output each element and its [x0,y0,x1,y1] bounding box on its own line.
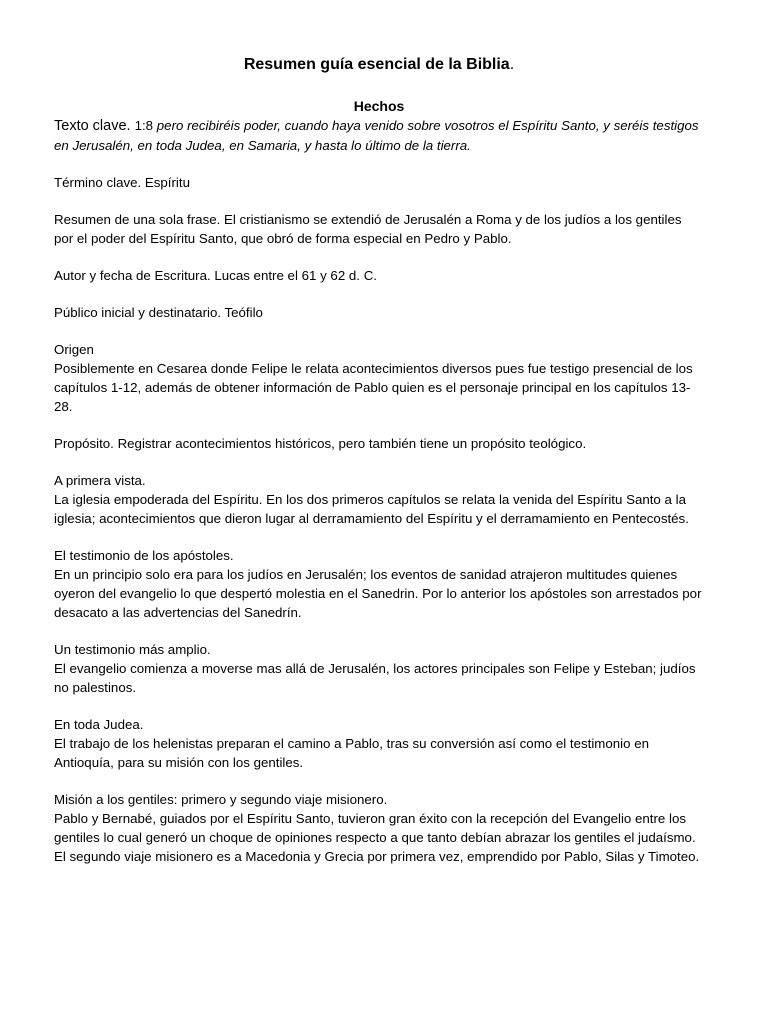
apostles-testimony-heading: El testimonio de los apóstoles. [54,548,234,563]
key-text-reference: 1:8 [134,118,157,133]
origin-section [54,340,704,416]
gentile-mission-heading: Misión a los gentiles: primero y segundo viaje misionero. [54,792,388,807]
wider-testimony-heading: Un testimonio más amplio. [54,642,211,657]
origin-body: Posiblemente en Cesarea donde Felipe le relata acontecimientos diversos pues fue testigo presencial de los capítulos 1-12, además de obtener información de Pablo quien es el personaje principal en los capítulos 13-28. [54,361,693,414]
audience: Público inicial y destinatario. Teófilo [54,305,263,320]
all-judea-heading: En toda Judea. [54,717,144,732]
origin-heading: Origen [54,342,94,357]
apostles-testimony-body: En un principio solo era para los judíos en Jerusalén; los eventos de sanidad atrajeron multitudes quienes oyeron del evangelio lo que despertó molestia en el Sanedrin. Por lo anterior los apóstoles son arrestados por desacato a las advertencias del Sanedrín. [54,567,702,620]
first-glance-body: La iglesia empoderada del Espíritu. En los dos primeros capítulos se relata la venida del Espíritu Santo a la iglesia; acontecimientos que dieron lugar al derramamiento del Espíritu y el derramamiento en Pentecostés. [54,492,689,526]
gentile-mission-body: Pablo y Bernabé, guiados por el Espíritu Santo, tuvieron gran éxito con la recepción del Evangelio entre los gentiles lo cual generó un choque de opiniones respecto a que tanto debían abrazar los gentiles el judaísmo. El segundo viaje misionero es a Macedonia y Grecia por primera vez, emprendido por Pablo, Silas y Timoteo. [54,811,700,864]
key-text [54,116,704,155]
purpose: Propósito. Registrar acontecimientos históricos, pero también tiene un propósito teológico. [54,436,587,451]
first-glance-section [54,471,704,528]
document-title [54,54,704,76]
gentile-mission-section [54,790,704,866]
first-glance-heading: A primera vista. [54,473,146,488]
summary: Resumen de una sola frase. El cristianismo se extendió de Jerusalén a Roma y de los judíos a los gentiles por el poder del Espíritu Santo, que obró de forma especial en Pedro y Pablo. [54,212,682,246]
apostles-testimony-section [54,546,704,622]
key-term: Término clave. Espíritu [54,175,190,190]
author-date: Autor y fecha de Escritura. Lucas entre el 61 y 62 d. C. [54,268,377,283]
key-text-label: Texto clave. [54,118,135,134]
all-judea-body: El trabajo de los helenistas preparan el camino a Pablo, tras su conversión así como el testimonio en Antioquía, para su misión con los gentiles. [54,736,649,770]
all-judea-section [54,715,704,772]
key-text-quote: pero recibiréis poder, cuando haya venido sobre vosotros el Espíritu Santo, y seréis testigos en Jerusalén, en toda Judea, en Samaria, y hasta lo último de la tierra. [54,118,699,153]
document-title-text: Resumen guía esencial de la Biblia [243,56,510,73]
document-title-punct: . [509,56,515,73]
wider-testimony-body: El evangelio comienza a moverse mas allá de Jerusalén, los actores principales son Felipe y Esteban; judíos no palestinos. [54,661,696,695]
wider-testimony-section [54,640,704,697]
book-title: Hechos [353,98,405,114]
